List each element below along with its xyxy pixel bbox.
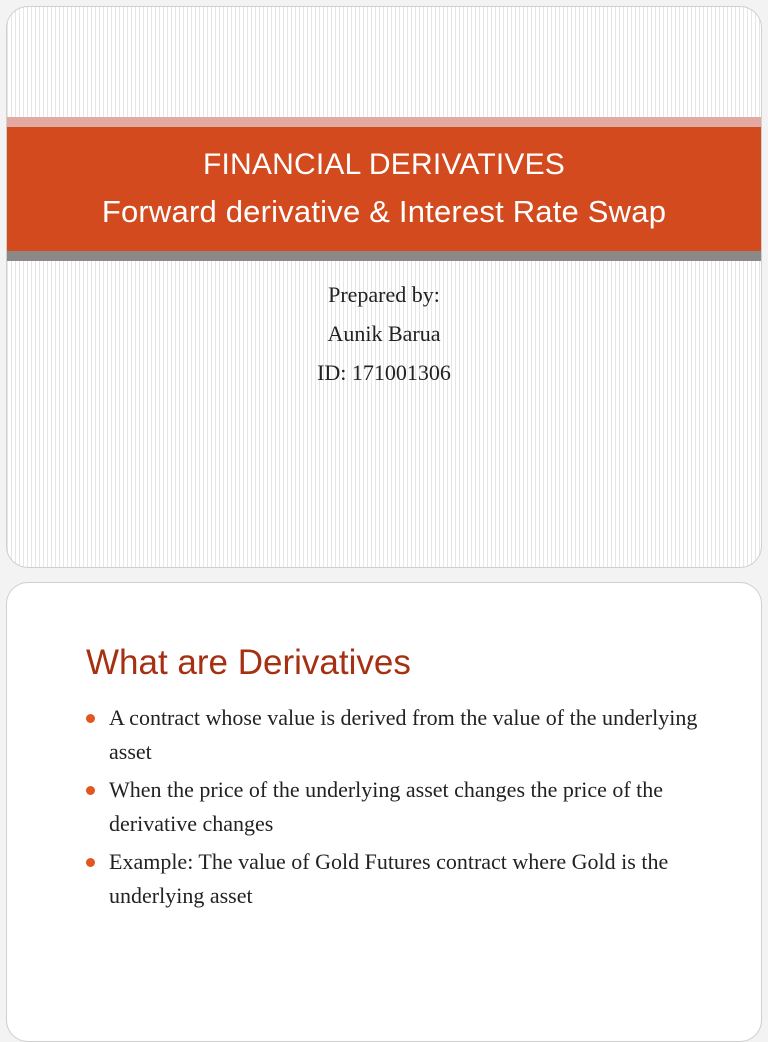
bullet-icon xyxy=(86,714,95,723)
bullet-text: When the price of the underlying asset changes the price of the derivative changes xyxy=(109,777,664,836)
bullet-list xyxy=(85,701,725,917)
title-banner xyxy=(7,127,761,251)
author-id: ID: 171001306 xyxy=(317,360,451,385)
title-slide xyxy=(6,6,762,568)
content-slide xyxy=(6,582,762,1042)
author-block xyxy=(7,275,761,392)
list-item xyxy=(85,845,725,913)
slide-heading: What are Derivatives xyxy=(86,643,411,682)
prepared-by-label: Prepared by: xyxy=(328,282,440,307)
list-item xyxy=(85,773,725,841)
bullet-text: A contract whose value is derived from the value of the underlying asset xyxy=(109,705,698,764)
accent-stripe-bottom xyxy=(7,251,761,261)
accent-stripe-top xyxy=(7,117,761,127)
bullet-icon xyxy=(86,858,95,867)
slide-title: FINANCIAL DERIVATIVES xyxy=(202,148,566,181)
slide-subtitle: Forward derivative & Interest Rate Swap xyxy=(101,194,667,229)
bullet-text: Example: The value of Gold Futures contract where Gold is the underlying asset xyxy=(109,849,669,908)
bullet-icon xyxy=(86,786,95,795)
author-name: Aunik Barua xyxy=(327,321,441,346)
list-item xyxy=(85,701,725,769)
